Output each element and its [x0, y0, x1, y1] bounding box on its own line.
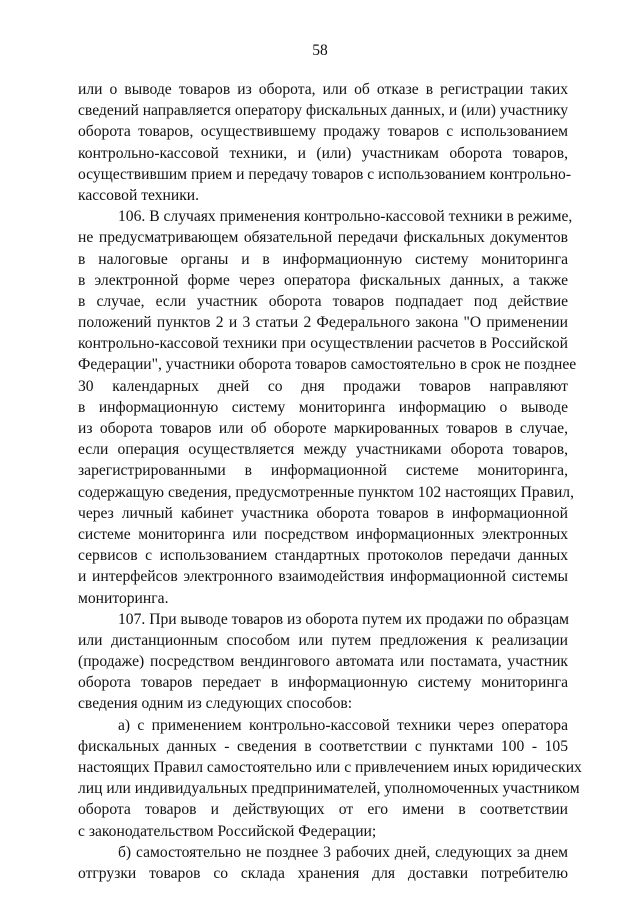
text-line: б) самостоятельно не позднее 3 рабочих дней, следующих за днем: [118, 843, 568, 861]
text-line: не предусматривающем обязательной передачи фискальных документов: [78, 229, 568, 247]
text-line: зарегистрированными в информационной системе мониторинга,: [78, 462, 568, 480]
text-line: лиц или индивидуальных предпринимателей, уполномоченных участником: [78, 780, 580, 798]
text-line: или о выводе товаров из оборота, или об отказе в регистрации таких: [78, 81, 568, 98]
text-line: отгрузки товаров со склада хранения для доставки потребителю: [78, 864, 568, 882]
text-line: из оборота товаров или об обороте маркированных товаров в случае,: [78, 420, 568, 437]
text-line: в случае, если участник оборота товаров подпадает под действие: [78, 292, 568, 310]
page-number: 58: [312, 42, 328, 59]
text-line: (продаже) посредством вендингового автомата или постамата, участник: [78, 653, 568, 671]
text-line: оборота товаров и действующих от его имени в соответствии: [78, 801, 568, 819]
text-line: сведений направляется оператору фискальных данных, и (или) участнику: [78, 102, 568, 120]
text-line: осуществившим прием и передачу товаров с использованием контрольно-: [78, 165, 572, 183]
text-line: мониторинга.: [78, 589, 169, 607]
text-line: положений пунктов 2 и 3 статьи 2 Федерального закона "О применении: [78, 314, 568, 332]
text-line: Федерации", участники оборота товаров самостоятельно в срок не позднее: [78, 356, 577, 374]
text-line: оборота товаров передает в информационную систему мониторинга: [78, 674, 568, 692]
text-line: если операция осуществляется между участниками оборота товаров,: [78, 441, 568, 459]
text-line: настоящих Правил самостоятельно или с привлечением иных юридических: [78, 759, 582, 776]
text-line: сведения одним из следующих способов:: [78, 695, 353, 713]
text-line: в электронной форме через оператора фискальных данных, а также: [78, 271, 568, 289]
text-line: системе мониторинга или посредством информационных электронных: [78, 525, 568, 543]
text-line: а) с применением контрольно-кассовой техники через оператора: [118, 716, 568, 734]
text-line: кассовой техники.: [78, 186, 200, 204]
text-line: контрольно-кассовой техники, и (или) участникам оборота товаров,: [78, 144, 568, 162]
text-line: фискальных данных - сведения в соответствии с пунктами 100 - 105: [78, 737, 568, 755]
text-line: содержащую сведения, предусмотренные пунктом 102 настоящих Правил,: [78, 483, 574, 501]
text-line: или дистанционным способом или путем предложения к реализации: [78, 631, 568, 649]
text-line: в налоговые органы и в информационную систему мониторинга: [78, 250, 568, 268]
document-body: [78, 79, 582, 884]
text-line: и интерфейсов электронного взаимодействия информационной системы: [78, 568, 568, 586]
text-line: оборота товаров, осуществившему продажу товаров с использованием: [78, 123, 568, 141]
text-line: 106. В случаях применения контрольно-кассовой техники в режиме,: [118, 208, 573, 226]
text-line: контрольно-кассовой техники при осуществлении расчетов в Российской: [78, 335, 568, 353]
text-line: в информационную систему мониторинга информацию о выводе: [78, 398, 568, 416]
text-line: 30 календарных дней со дня продажи товаров направляют: [78, 377, 568, 395]
text-line: через личный кабинет участника оборота товаров в информационной: [78, 504, 568, 522]
text-line: сервисов с использованием стандартных протоколов передачи данных: [78, 547, 568, 565]
text-line: с законодательством Российской Федерации;: [78, 822, 377, 840]
text-line: 107. При выводе товаров из оборота путем их продажи по образцам: [118, 610, 569, 628]
